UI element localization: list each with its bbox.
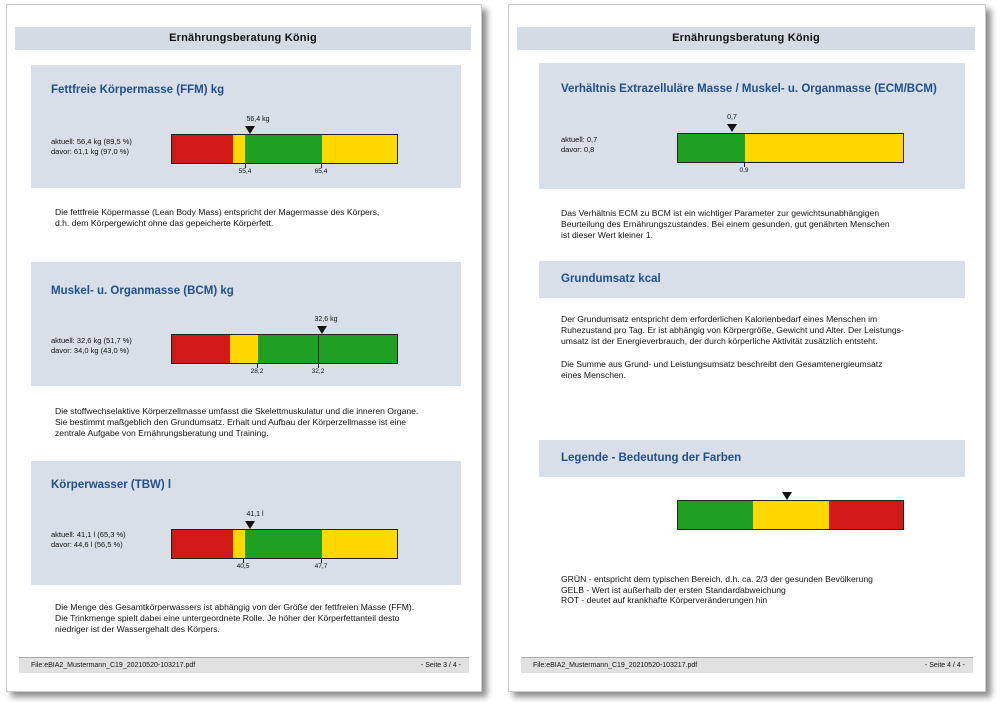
bcm-description	[55, 406, 418, 440]
section-title: Legende - Bedeutung der Farben	[561, 452, 742, 464]
legend-marker-triangle	[782, 492, 792, 500]
tick-label: 40,5	[236, 563, 250, 570]
tick-label: 28,2	[250, 368, 264, 375]
tbw-description	[55, 602, 414, 636]
red-segment	[829, 501, 903, 529]
text-line: Die Summe aus Grund- und Leistungsumsatz beschreibt den Gesamtenergieumsatz	[561, 359, 883, 369]
text-line: Die Menge des Gesamtkörperwassers ist abhängig von der Größe der fettfreien Masse (FFM).	[55, 602, 415, 612]
values-block	[561, 135, 597, 155]
tbw-section	[31, 461, 461, 585]
text-line: Der Grundumsatz entspricht dem erforderlichen Kalorienbedarf eines Menschen im	[561, 314, 878, 324]
range-bar	[171, 334, 398, 364]
green-segment	[678, 134, 745, 162]
tick-label: 32,2	[311, 368, 325, 375]
yellow-segment	[753, 501, 829, 529]
red-segment	[172, 135, 233, 163]
legend-yellow-line: GELB - Wert ist außerhalb der ersten Standardabweichung	[561, 584, 786, 595]
section-title: Fettfreie Körpermasse (FFM) kg	[51, 84, 225, 96]
text-line: Die stoffwechselaktive Körperzellmasse umfasst die Skelettmuskulatur und die inneren Organe.	[55, 406, 419, 416]
page-header: Ernährungsberatung König	[15, 27, 471, 50]
current-value: aktuell: 32,6 kg (51,7 %)	[51, 336, 132, 345]
legend-green-line: GRÜN - entspricht dem typischen Bereich, d.h. ca. 2/3 der gesunden Bevölkerung	[561, 574, 873, 584]
previous-value: davor: 44,6 l (56,5 %)	[51, 540, 123, 549]
values-block	[51, 137, 132, 157]
section-title: Muskel- u. Organmasse (BCM) kg	[51, 285, 234, 297]
marker-triangle	[317, 326, 327, 334]
range-bar	[171, 134, 398, 164]
text-line: zentrale Aufgabe von Ernährungsberatung und Training.	[55, 428, 269, 439]
grundumsatz-summary	[561, 359, 882, 381]
report-page-4	[508, 4, 986, 692]
green-segment	[245, 530, 322, 558]
text-line: Die Trinkmenge spielt dabei eine untergeordnete Rolle. Je höher der Körperfettanteil desto	[55, 613, 400, 624]
footer-page-number: - Seite 3 / 4 -	[420, 662, 461, 669]
footer-filename: File:eBIA2_Mustermann_C19_20210520-103217.pdf	[533, 662, 698, 669]
ecm-description	[561, 208, 890, 242]
current-value: aktuell: 41,1 l (65,3 %)	[51, 530, 126, 539]
page-footer	[19, 657, 469, 673]
text-line: umsatz ist der Energieverbrauch, der durch körperliche Aktivität zusätzlich entsteht.	[561, 336, 878, 347]
values-block	[51, 530, 126, 550]
grundumsatz-section	[539, 261, 965, 298]
text-line: Das Verhältnis ECM zu BCM ist ein wichtiger Parameter zur gewichtsunabhängigen	[561, 208, 880, 218]
green-segment	[258, 335, 397, 363]
page-footer	[521, 657, 973, 673]
text-line: Sie bestimmt maßgeblich den Grundumsatz. Erhalt und Aufbau der Körperzellmasse ist eine	[55, 417, 407, 428]
yellow-segment	[233, 530, 245, 558]
text-line: eines Menschen.	[561, 370, 626, 381]
previous-value: davor: 61,1 kg (97,0 %)	[51, 147, 129, 156]
section-title: Grundumsatz kcal	[561, 273, 661, 285]
grundumsatz-description	[561, 314, 904, 348]
marker-label: 32,6 kg	[314, 316, 338, 323]
red-segment	[172, 335, 230, 363]
text-line: ist dieser Wert kleiner 1.	[561, 230, 654, 241]
text-line: Ruhezustand pro Tag. Er ist abhängig von Körpergröße, Gewicht und Alter. Der Leistungs-	[561, 325, 904, 336]
footer-filename: File:eBIA2_Mustermann_C19_20210520-103217.pdf	[31, 662, 196, 669]
marker-triangle	[245, 126, 255, 134]
yellow-segment	[233, 135, 245, 163]
tick-label: 65,4	[314, 168, 328, 175]
marker-label: 0,7	[727, 114, 737, 121]
current-value: aktuell: 56,4 kg (89,5 %)	[51, 137, 132, 146]
red-segment	[172, 530, 233, 558]
green-segment	[678, 501, 753, 529]
section-title: Verhältnis Extrazelluläre Masse / Muskel- u. Organmasse (ECM/BCM)	[561, 83, 937, 95]
yellow-segment	[745, 134, 903, 162]
text-line: niedriger ist der Wassergehalt des Körpers.	[55, 624, 220, 635]
marker-triangle	[727, 124, 737, 132]
legend-red-line: ROT - deutet auf krankhafte Körperveränderungen hin	[561, 595, 768, 605]
range-bar	[677, 133, 904, 163]
values-block	[51, 336, 132, 356]
ffm-section	[31, 65, 461, 188]
footer-page-number: - Seite 4 / 4 -	[924, 662, 965, 669]
ffm-description	[55, 207, 379, 229]
green-segment	[245, 135, 322, 163]
marker-label: 56,4 kg	[246, 116, 270, 123]
marker-triangle	[245, 521, 255, 529]
section-title: Körperwasser (TBW) l	[51, 479, 172, 491]
page-header: Ernährungsberatung König	[517, 27, 975, 50]
tick-label: 55,4	[238, 168, 252, 175]
previous-value: davor: 0,8	[561, 145, 595, 154]
previous-value: davor: 34,0 kg (43,0 %)	[51, 346, 129, 355]
text-line: Beurteilung des Ernährungszustandes. Bei einem gesunden, gut genährten Menschen	[561, 219, 890, 230]
report-page-3	[6, 4, 482, 692]
bcm-section	[31, 262, 461, 386]
tick	[318, 334, 319, 368]
marker-label: 41,1 l	[246, 511, 264, 518]
tick-label: 0,9	[739, 167, 749, 174]
current-value: aktuell: 0,7	[561, 135, 598, 144]
range-bar	[171, 529, 398, 559]
tick-label: 47,7	[314, 563, 328, 570]
legend-section	[539, 440, 965, 477]
legend-text	[561, 574, 873, 606]
legend-color-bar	[677, 500, 904, 530]
yellow-segment	[322, 530, 397, 558]
yellow-segment	[230, 335, 258, 363]
yellow-segment	[322, 135, 397, 163]
ecm-bcm-section	[539, 63, 965, 189]
text-line: d.h. dem Körpergewicht ohne das gepeicherte Körperfett.	[55, 218, 274, 229]
text-line: Die fettfreie Köpermasse (Lean Body Mass) entspricht der Magermasse des Körpers,	[55, 207, 380, 217]
